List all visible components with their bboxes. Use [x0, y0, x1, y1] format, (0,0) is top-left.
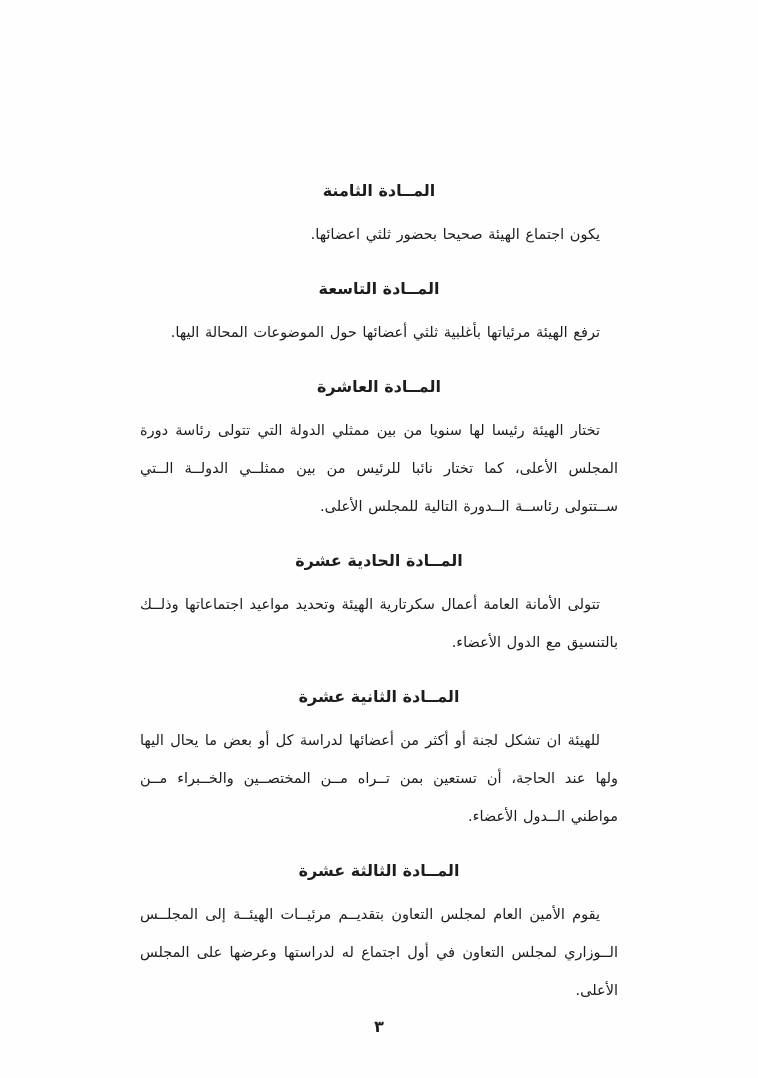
- document-content: [140, 180, 618, 1034]
- article-twelve-title: المــادة الثانية عشرة: [298, 687, 460, 706]
- article-nine-body: ترفع الهيئة مرئياتها بأغلبية ثلثي أعضائها حول الموضوعات المحالة اليها.: [170, 325, 600, 341]
- article-eleven: [140, 550, 618, 662]
- article-nine-title: المــادة التاسعة: [318, 279, 440, 298]
- article-eleven-title: المــادة الحادية عشرة: [295, 551, 463, 570]
- article-nine: [140, 278, 618, 352]
- article-thirteen-body: يقوم الأمين العام لمجلس التعاون بتقديــم مرئيــات الهيئــة إلى المجلــس الــوزاري لمجلس التعاون في أول اجتماع له لدراستها وعرضها على المجلس الأعلى.: [140, 907, 618, 999]
- article-eight: [140, 180, 618, 254]
- article-eight-body: يكون اجتماع الهيئة صحيحا بحضور ثلثي اعضائها.: [310, 227, 600, 243]
- article-thirteen: [140, 860, 618, 1010]
- article-eleven-body: تتولى الأمانة العامة أعمال سكرتارية الهيئة وتحديد مواعيد اجتماعاتها وذلــك بالتنسيق مع الدول الأعضاء.: [140, 597, 618, 651]
- article-ten-title: المــادة العاشرة: [316, 377, 442, 396]
- article-ten-body: تختار الهيئة رئيسا لها سنويا من بين ممثلي الدولة التي تتولى رئاسة دورة المجلس الأعلى، كما تختار نائبا للرئيس من بين ممثلــي الدولــة الــتي ســتتولى رئاســة الــدورة التالية للمجلس الأعلى.: [140, 423, 618, 515]
- page-number: ٣: [374, 1017, 384, 1036]
- article-twelve: [140, 686, 618, 836]
- article-thirteen-title: المــادة الثالثة عشرة: [298, 861, 460, 880]
- article-ten: [140, 376, 618, 526]
- article-twelve-body: للهيئة ان تشكل لجنة أو أكثر من أعضائها لدراسة كل أو بعض ما يحال اليها ولها عند الحاجة، أن تستعين بمن تــراه مــن المختصــين والخــبراء مــن مواطني الــدول الأعضاء.: [140, 733, 618, 825]
- article-eight-title: المــادة الثامنة: [322, 181, 436, 200]
